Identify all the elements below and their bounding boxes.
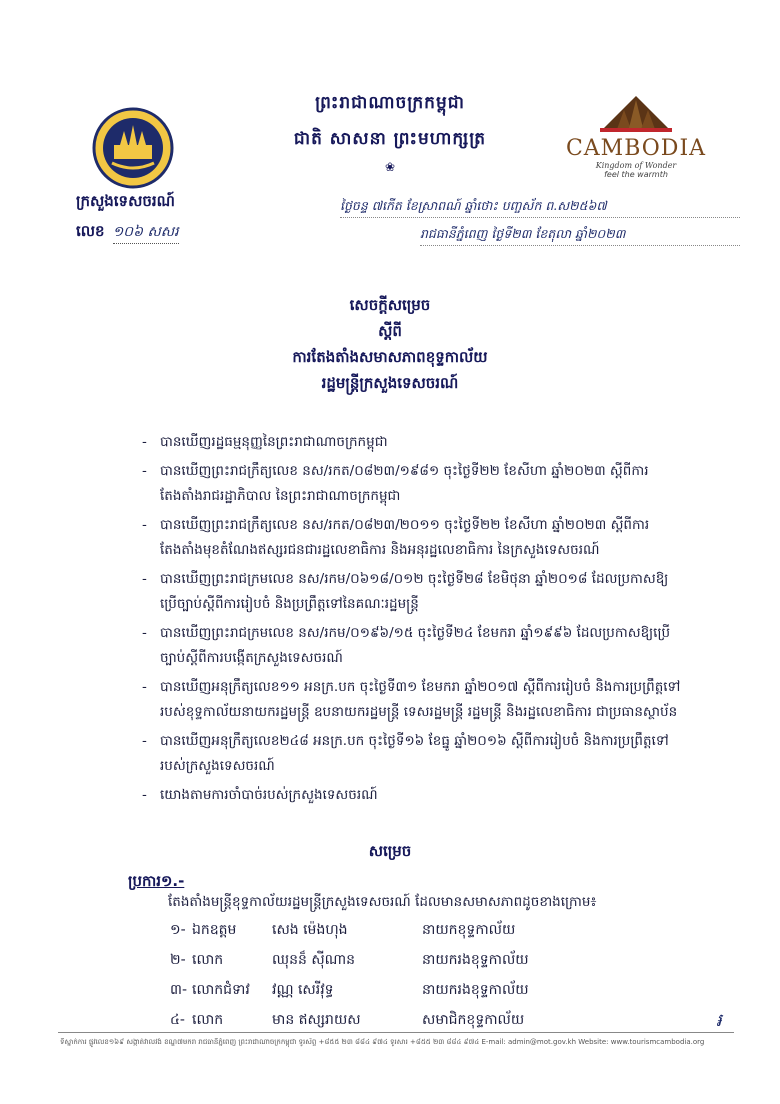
decision-title-line-3: ការតែងតាំងសមាសភាពខុទ្ទកាល័យ — [292, 348, 488, 366]
member-role: នាយកខុទ្ទកាល័យ — [422, 922, 516, 938]
lunar-date: ថ្ងៃចន្ទ ៧កើត ខែស្រាពណ៍ ឆ្នាំថោះ បញ្ចស័ក ព.ស២៥៦៧ — [340, 198, 740, 218]
consideration-item: - បានឃើញព្រះរាជក្រមលេខ នស/រកម/០១៩៦/១៥ ចុះថ្ងៃទី២៤ ខែមករា ឆ្នាំ១៩៩៦ ដែលប្រកាសឱ្យប្រើច្បាប់ស្ដីពីការបង្កើតក្រសួងទេសចរណ៍ — [142, 621, 682, 671]
footer-address: ទីស្នាក់ការ ផ្លូវលេខ១៦៩ សង្កាត់វាលវង់ ខណ្ឌ៧មករា រាជធានីភ្នំពេញ ព្រះរាជាណាចក្រកម្ពុជា ទូរស័ព្ទ +៨៥៥ ២៣ ៨៨៤ ៩៧៤ ទូរសារ +៨៥៥ ២៣ ៨៨៤ ៩៧៤ E-mail: admin@mot.gov.kh Website: www.tourismcambodia.org — [60, 1038, 705, 1046]
consideration-item: - បានឃើញអនុក្រឹត្យលេខ១១ អនក្រ.បក ចុះថ្ងៃទី៣១ ខែមករា ឆ្នាំ២០១៧ ស្ដីពីការរៀបចំ និងការប្រព្រឹត្តទៅរបស់ខុទ្ទកាល័យនាយករដ្ឋមន្ត្រី ឧបនាយករដ្ឋមន្ត្រី ទេសរដ្ឋមន្ត្រី រដ្ឋមន្ត្រី និងរដ្ឋលេខាធិការ ជាប្រធានស្ថាប័ន — [142, 675, 682, 725]
article-text: តែងតាំងមន្ត្រីខុទ្ទកាល័យរដ្ឋមន្ត្រីក្រសួងទេសចរណ៍ ដែលមានសមាសភាពដូចខាងក្រោម៖ — [168, 894, 597, 910]
solar-date: រាជធានីភ្នំពេញ ថ្ងៃទី២៣ ខែតុលា ឆ្នាំ២០២៣ — [420, 226, 740, 246]
cambodia-logo — [560, 92, 712, 180]
consideration-item: - បានឃើញព្រះរាជក្រឹត្យលេខ នស/រកត/០៨២៣/២០១១ ចុះថ្ងៃទី២២ ខែសីហា ឆ្នាំ២០២៣ ស្ដីពីការតែងតាំងមុខតំណែងឥស្សរជនជារដ្ឋលេខាធិការ និងអនុរដ្ឋលេខាធិការ នៃក្រសួងទេសចរណ៍ — [142, 513, 682, 563]
consideration-item: - បានឃើញអនុក្រឹត្យលេខ២៤៨ អនក្រ.បក ចុះថ្ងៃទី១៦ ខែធ្នូ ឆ្នាំ២០១៦ ស្ដីពីការរៀបចំ និងការប្រព្រឹត្តទៅរបស់ក្រសួងទេសចរណ៍ — [142, 729, 682, 779]
member-row — [170, 945, 690, 975]
member-title: លោក — [192, 1012, 224, 1028]
member-row — [170, 915, 690, 945]
member-row — [170, 975, 690, 1005]
national-motto: ជាតិ សាសនា ព្រះមហាក្សត្រ — [293, 129, 487, 149]
ministry-seal — [92, 107, 174, 189]
kingdom-title: ព្រះរាជាណាចក្រកម្ពុជា — [315, 93, 465, 113]
member-title: លោកជំទាវ — [192, 982, 250, 998]
footer-divider — [58, 1032, 734, 1033]
ministry-name: ក្រសួងទេសចរណ៍ — [76, 192, 175, 210]
member-role: នាយករងខុទ្ទកាល័យ — [422, 952, 529, 968]
considerations-list — [142, 430, 682, 812]
reference-number: ១០៦ សសរ — [113, 222, 179, 244]
member-number: ១- — [170, 922, 186, 938]
motto-ornament: ❀ — [384, 160, 396, 174]
member-name: វណ្ណ សេរីវុទ្ធ — [272, 982, 334, 998]
reference-label: លេខ — [76, 222, 105, 240]
member-role: សមាជិកខុទ្ទកាល័យ — [422, 1012, 525, 1028]
decides-heading: សម្រេច — [368, 842, 412, 860]
decision-title-line-2: ស្ដីពី — [378, 322, 402, 340]
decision-title — [170, 292, 610, 396]
initial-mark: ៛ — [716, 1010, 722, 1031]
logo-tagline-2: feel the warmth — [604, 170, 668, 179]
member-number: ៣- — [170, 982, 188, 998]
angkor-wat-icon — [560, 92, 712, 132]
member-title: ឯកឧត្តម — [192, 922, 237, 938]
logo-tagline-1: Kingdom of Wonder — [595, 161, 677, 170]
consideration-item: - បានឃើញរដ្ឋធម្មនុញ្ញនៃព្រះរាជាណាចក្រកម្ពុជា — [142, 430, 682, 455]
member-number: ៤- — [170, 1012, 185, 1028]
member-number: ២- — [170, 952, 186, 968]
article-label: ប្រការ១.- — [128, 872, 185, 890]
member-name: ឈុនន៏ ស៊ីណាន — [272, 952, 356, 968]
decision-title-line-1: សេចក្ដីសម្រេច — [349, 296, 431, 314]
consideration-item: - បានឃើញព្រះរាជក្រឹត្យលេខ នស/រកត/០៨២៣/១៩៨១ ចុះថ្ងៃទី២២ ខែសីហា ឆ្នាំ២០២៣ ស្ដីពីការតែងតាំងរាជរដ្ឋាភិបាល នៃព្រះរាជាណាចក្រកម្ពុជា — [142, 459, 682, 509]
member-row — [170, 1005, 690, 1035]
consideration-item: - យោងតាមការចាំបាច់របស់ក្រសួងទេសចរណ៍ — [142, 783, 682, 808]
reference-line — [76, 222, 179, 244]
members-list — [170, 915, 690, 1035]
member-name: មាន ឥស្សរាយស — [272, 1012, 361, 1028]
member-role: នាយករងខុទ្ទកាល័យ — [422, 982, 529, 998]
member-title: លោក — [192, 952, 224, 968]
decision-title-line-4: រដ្ឋមន្ត្រីក្រសួងទេសចរណ៍ — [321, 374, 459, 392]
logo-brand: CAMBODIA — [565, 136, 707, 161]
member-name: សេង ម៉េងហុង — [272, 922, 348, 938]
consideration-item: - បានឃើញព្រះរាជក្រមលេខ នស/រកម/០៦១៨/០១២ ចុះថ្ងៃទី២៨ ខែមិថុនា ឆ្នាំ២០១៨ ដែលប្រកាសឱ្យប្រើច្បាប់ស្ដីពីការរៀបចំ និងប្រព្រឹត្តទៅនៃគណៈរដ្ឋមន្ត្រី — [142, 567, 682, 617]
